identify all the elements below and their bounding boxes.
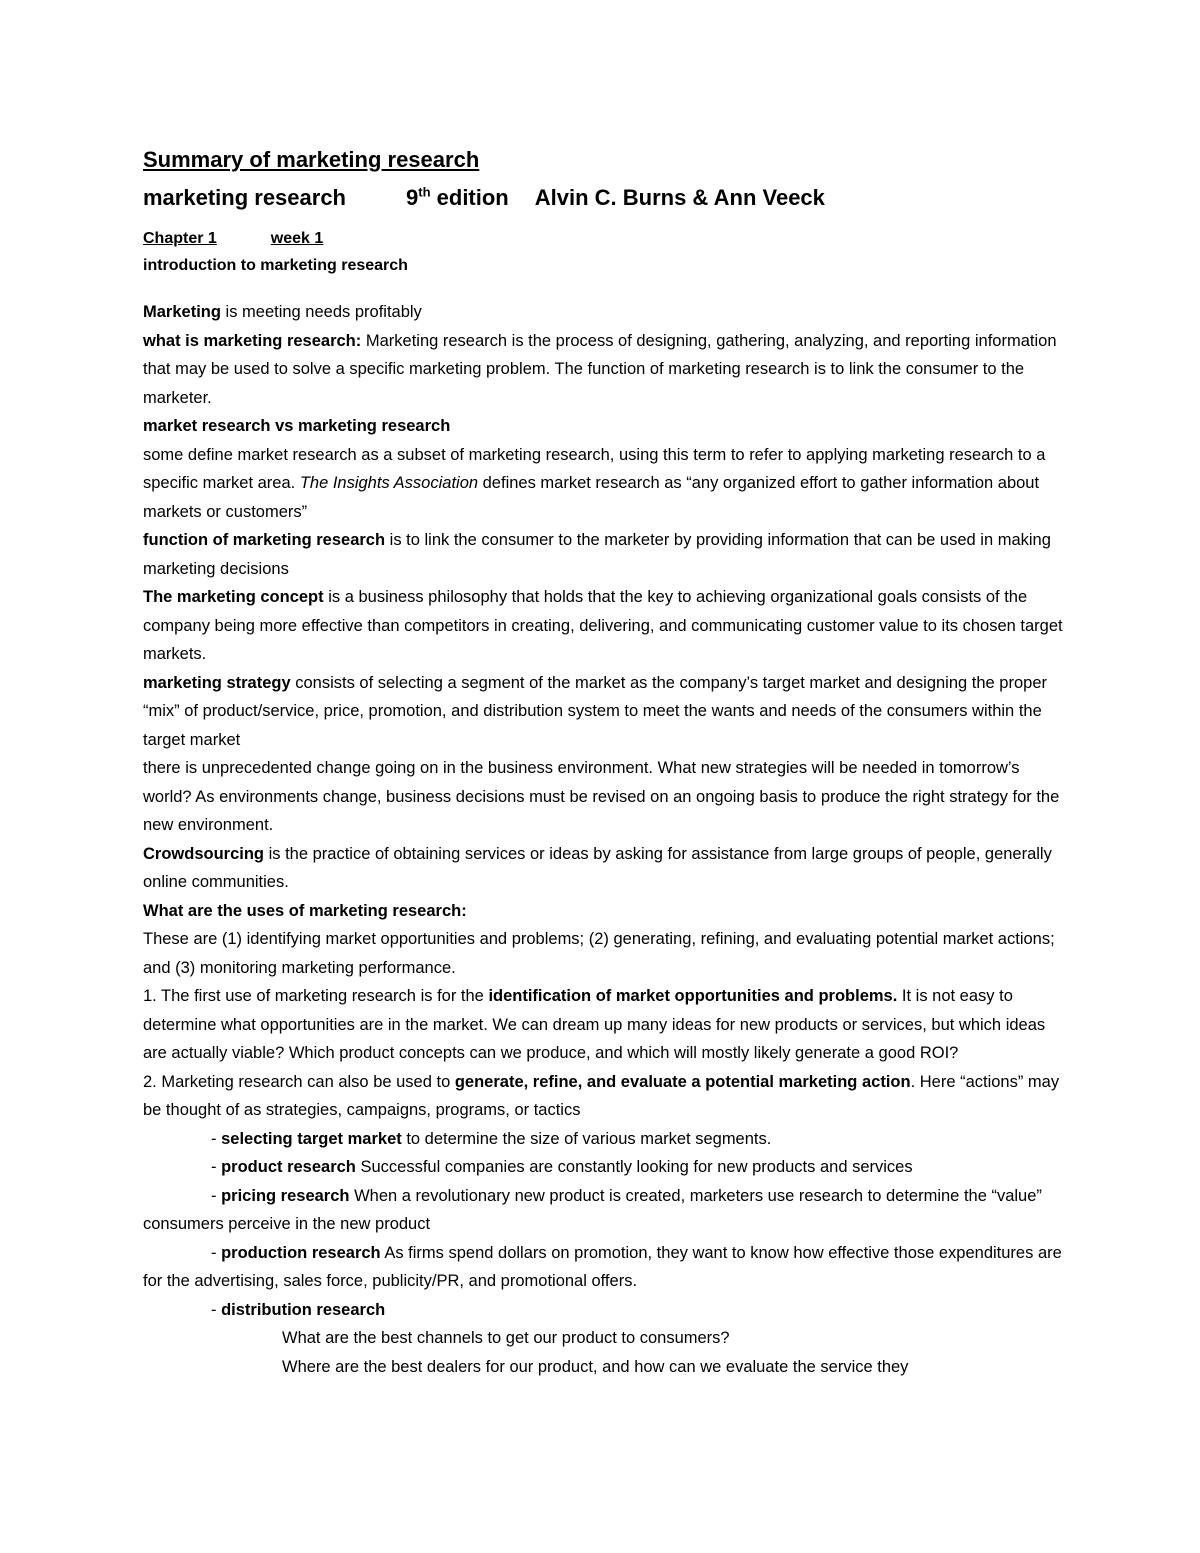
paragraph-crowdsourcing <box>143 840 1063 897</box>
term: Crowdsourcing <box>143 844 265 863</box>
paragraph-first-use <box>143 982 1063 1068</box>
edition-word: edition <box>430 185 509 210</box>
paragraph-text: 2. Marketing research can also be used to <box>143 1072 455 1091</box>
paragraph-text: is meeting needs profitably <box>220 303 422 321</box>
document-title: Summary of marketing research <box>143 147 480 172</box>
document-body <box>143 298 1063 1381</box>
edition-number: 9 <box>406 185 419 210</box>
paragraph-what-is-marketing-research <box>143 327 1063 413</box>
term: distribution research <box>221 1300 386 1319</box>
book-line <box>143 184 1063 212</box>
edition-superscript: th <box>418 184 431 200</box>
chapter-heading <box>143 226 1063 252</box>
term: Marketing <box>143 303 221 321</box>
bullet-item: - distribution research <box>211 1300 386 1319</box>
chapter-subtitle: introduction to marketing research <box>143 257 408 274</box>
paragraph-marketing <box>143 298 1063 327</box>
paragraph-marketing-concept <box>143 583 1063 669</box>
question-line: Where are the best dealers for our product, and how can we evaluate the service they <box>282 1357 909 1376</box>
bullet-item: - product research Successful companies are constantly looking for new products and services <box>211 1158 913 1176</box>
subheading-market-vs-marketing: market research vs marketing research <box>143 417 451 435</box>
book-title: marketing research <box>143 185 346 210</box>
paragraph-text: some define market research as a subset of marketing research, using this term to refer to applying marketing research to a specific market area. <box>143 445 1046 492</box>
paragraph-text: is to link the consumer to the marketer by providing information that can be used in making marketing decisions <box>143 531 1051 578</box>
paragraph-text: defines market research as “any organized effort to gather information about markets or customers” <box>143 474 1040 521</box>
term: marketing strategy <box>143 673 291 692</box>
chapter-label: Chapter 1 <box>143 230 217 247</box>
term: identification of market opportunities and problems. <box>488 987 898 1005</box>
italic-term: The Insights Association <box>299 474 479 492</box>
paragraph-text: is the practice of obtaining services or ideas by asking for assistance from large groups of people, generally online communities. <box>143 844 1052 891</box>
term: pricing research <box>221 1186 350 1205</box>
paragraph-function <box>143 526 1063 583</box>
term: The marketing concept <box>143 588 324 606</box>
term: what is marketing research: <box>143 331 362 350</box>
bullet-item: - production research As firms spend dollars on promotion, they want to know how effective those expenditures are for the advertising, sales force, publicity/PR, and promotional offers. <box>143 1243 1062 1290</box>
question-line: What are the best channels to get our product to consumers? <box>282 1329 730 1347</box>
paragraph-text: Marketing research is the process of designing, gathering, analyzing, and reporting information that may be used to solve a specific marketing problem. The function of marketing research is to link the consumer to the marketer. <box>143 331 1057 407</box>
edition <box>406 184 509 212</box>
term: product research <box>221 1158 356 1176</box>
bullet-item: - pricing research When a revolutionary new product is created, marketers use research to determine the “value” consumers perceive in the new product <box>143 1186 1042 1233</box>
paragraph-text: consists of selecting a segment of the market as the company’s target market and designing the proper “mix” of product/service, price, promotion, and distribution system to meet the wants and needs of the consumers within the target market <box>143 673 1047 749</box>
subheading-uses: What are the uses of marketing research: <box>143 901 467 920</box>
paragraph-text: is a business philosophy that holds that the key to achieving organizational goals consists of the company being more effective than competitors in creating, delivering, and communicating customer value to its chosen target markets. <box>143 588 1063 663</box>
term: generate, refine, and evaluate a potential marketing action <box>454 1072 911 1091</box>
paragraph-text: 1. The first use of marketing research is for the <box>143 987 489 1005</box>
chapter-week: week 1 <box>270 230 324 247</box>
paragraph-uses-list: These are (1) identifying market opportunities and problems; (2) generating, refining, and evaluating potential market actions; and (3) monitoring marketing performance. <box>143 930 1055 977</box>
term: function of marketing research <box>143 531 386 549</box>
bullet-item: - selecting target market to determine the size of various market segments. <box>211 1129 772 1148</box>
paragraph-text: . Here “actions” may be thought of as strategies, campaigns, programs, or tactics <box>143 1072 1060 1119</box>
authors: Alvin C. Burns & Ann Veeck <box>534 185 825 210</box>
paragraph-market-research-definition <box>143 441 1063 527</box>
document-content <box>143 146 1063 1381</box>
paragraph-marketing-strategy <box>143 669 1063 755</box>
paragraph-text: It is not easy to determine what opportunities are in the market. We can dream up many ideas for new products or services, but which ideas are actually viable? Which product concepts can we produce, and which will mostly likely generate a good ROI? <box>143 987 1046 1062</box>
paragraph-second-use <box>143 1068 1063 1125</box>
term: selecting target market <box>221 1129 402 1148</box>
paragraph-change: there is unprecedented change going on in the business environment. What new strategies will be needed in tomorrow’s world? As environments change, business decisions must be revised on an ongoing basis to produce the right strategy for the new environment. <box>143 759 1060 834</box>
term: production research <box>221 1243 381 1262</box>
